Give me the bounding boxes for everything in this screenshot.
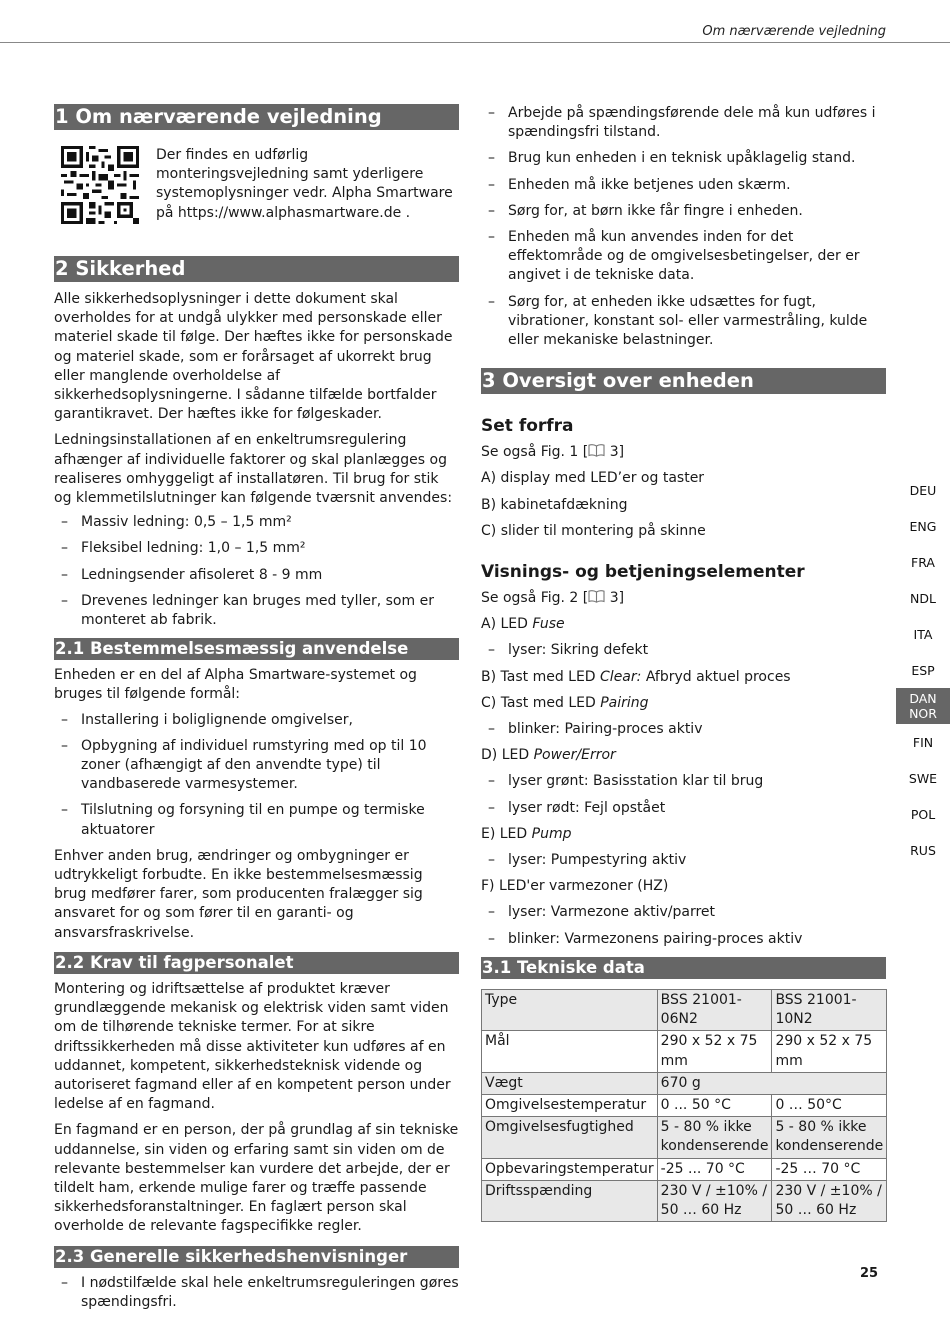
language-tab-esp[interactable]: ESP bbox=[911, 662, 935, 678]
language-tab-deu[interactable]: DEU bbox=[909, 482, 937, 498]
header-rule bbox=[0, 42, 950, 43]
list-item: – Arbejde på spændingsførende dele må kun udføres i spændingsfri tilstand. bbox=[481, 104, 886, 142]
table-row bbox=[482, 1094, 887, 1116]
table-cell: -25 … 70 °C bbox=[772, 1158, 887, 1180]
qr-row bbox=[54, 146, 459, 224]
list-item: – Massiv ledning: 0,5 – 1,5 mm² bbox=[54, 513, 459, 532]
language-tab-ndl[interactable]: NDL bbox=[910, 590, 936, 606]
table-cell: Mål bbox=[482, 1031, 658, 1072]
language-tab-eng[interactable]: ENG bbox=[909, 518, 937, 534]
table-cell: 0 ... 50 °C bbox=[657, 1094, 772, 1116]
list-item: – Sørg for, at børn ikke får fingre i enheden. bbox=[481, 202, 886, 221]
list-item: – blinker: Varmezonens pairing-proces aktiv bbox=[481, 930, 886, 949]
table-cell: 5 - 80 % ikke kondenserende bbox=[772, 1117, 887, 1158]
language-tab-dan-nor[interactable]: DAN NOR bbox=[896, 688, 950, 724]
list-item: – blinker: Pairing-proces aktiv bbox=[481, 720, 886, 739]
running-header: Om nærværende vejledning bbox=[702, 24, 886, 39]
section-2-1-paragraph-1: Enheden er en del af Alpha Smartware-systemet og bruges til følgende formål: bbox=[54, 667, 417, 703]
language-tab-fin[interactable]: FIN bbox=[912, 734, 934, 750]
list-item: – Opbygning af individuel rumstyring med op til 10 zoner (afhængigt af den anvendte type) til vandbaserede varmesystemer. bbox=[54, 737, 459, 795]
left-column bbox=[54, 104, 459, 1312]
front-line-c: C) slider til montering på skinne bbox=[481, 522, 706, 539]
book-icon bbox=[588, 590, 605, 603]
safety-list-right bbox=[481, 104, 886, 350]
table-cell: Vægt bbox=[482, 1072, 658, 1094]
safety-list-left bbox=[54, 1274, 459, 1312]
control-f-list bbox=[481, 903, 886, 948]
list-item: – lyser: Varmezone aktiv/parret bbox=[481, 903, 886, 922]
control-b: B) Tast med LED Clear: Afbryd aktuel proces bbox=[481, 668, 791, 685]
control-e-list bbox=[481, 851, 886, 870]
section-3-heading: 3 Oversigt over enheden bbox=[481, 368, 886, 394]
language-tabs bbox=[896, 472, 950, 868]
table-cell: Type bbox=[482, 989, 658, 1030]
controls-heading: Visnings- og betjeningselementer bbox=[481, 562, 805, 583]
list-item: – Fleksibel ledning: 1,0 – 1,5 mm² bbox=[54, 539, 459, 558]
front-view-heading: Set forfra bbox=[481, 416, 574, 437]
book-icon bbox=[588, 444, 605, 457]
cable-list bbox=[54, 513, 459, 630]
control-e: E) LED Pump bbox=[481, 825, 572, 842]
table-cell: 670 g bbox=[657, 1072, 887, 1094]
purpose-list bbox=[54, 711, 459, 840]
table-row bbox=[482, 1180, 887, 1221]
control-c: C) Tast med LED Pairing bbox=[481, 694, 649, 711]
section-3-1-heading: 3.1 Tekniske data bbox=[481, 957, 886, 979]
section-1-heading: 1 Om nærværende vejledning bbox=[54, 104, 459, 130]
table-cell: Driftsspænding bbox=[482, 1180, 658, 1221]
list-item: – Enheden må kun anvendes inden for det effektområde og de omgivelsesbetingelser, der er angivet i de tekniske data. bbox=[481, 228, 886, 286]
qr-code-icon bbox=[61, 146, 139, 224]
page-number: 25 bbox=[860, 1266, 879, 1281]
section-2-2-paragraph-2: En fagmand er en person, der på grundlag af sin tekniske uddannelse, sin viden og erfaring samt sin viden om de relevante bestemmelser kan vurdere det arbejde, der er tildelt ham, erkende mulige farer og træffe passende sikkerhedsforanstaltninger. En faglært person skal overholde de relevante fagspecifikke regler. bbox=[54, 1122, 459, 1235]
language-tab-pol[interactable]: POL bbox=[910, 806, 936, 822]
table-cell: 5 - 80 % ikke kondenserende bbox=[657, 1117, 772, 1158]
list-item: – Sørg for, at enheden ikke udsættes for fugt, vibrationer, konstant sol- eller varmestråling, kulde eller mekaniske belastninger. bbox=[481, 293, 886, 351]
table-row bbox=[482, 1117, 887, 1158]
control-a: A) LED Fuse bbox=[481, 616, 565, 633]
table-cell: Opbevaringstemperatur bbox=[482, 1158, 658, 1180]
language-tab-swe[interactable]: SWE bbox=[908, 770, 938, 786]
section-2-heading: 2 Sikkerhed bbox=[54, 256, 459, 282]
table-cell: Omgivelsesfugtighed bbox=[482, 1117, 658, 1158]
table-row bbox=[482, 1158, 887, 1180]
section-2-2-paragraph-1: Montering og idriftsættelse af produktet kræver grundlæggende mekanisk og elektrisk viden samt viden om de tilhørende tekniske termer. For at sikre driftssikkerheden må disse aktiviteter kun udføres af en uddannet, kompetent, sikkerhedsteknisk vidende og autoriseret fagmand eller af en kompetent person under ledelse af en fagmand. bbox=[54, 980, 451, 1113]
section-1-text: Der findes en udførlig monteringsvejledning samt yderligere systemoplysninger vedr. Alpha Smartware på https://www.alphasmartware.de . bbox=[156, 147, 453, 221]
table-row bbox=[482, 1072, 887, 1094]
section-2-2-heading: 2.2 Krav til fagpersonalet bbox=[54, 952, 459, 974]
list-item: – lyser rødt: Fejl opstået bbox=[481, 799, 886, 818]
list-item: – lyser: Pumpestyring aktiv bbox=[481, 851, 886, 870]
front-line-b: B) kabinetafdækning bbox=[481, 496, 628, 513]
table-cell: 290 x 52 x 75 mm bbox=[657, 1031, 772, 1072]
table-cell: 230 V / ±10% / 50 … 60 Hz bbox=[657, 1180, 772, 1221]
language-tab-fra[interactable]: FRA bbox=[911, 554, 935, 570]
table-row bbox=[482, 1031, 887, 1072]
table-cell: 0 … 50°C bbox=[772, 1094, 887, 1116]
language-tab-rus[interactable]: RUS bbox=[910, 842, 936, 858]
section-2-3-heading: 2.3 Generelle sikkerhedshenvisninger bbox=[54, 1246, 459, 1268]
table-header-row bbox=[482, 989, 887, 1030]
tech-data-table bbox=[481, 989, 887, 1222]
front-line-a: A) display med LED’er og taster bbox=[481, 470, 705, 487]
section-2-1-heading: 2.1 Bestemmelsesmæssig anvendelse bbox=[54, 638, 459, 660]
table-cell: Omgivelsestemperatur bbox=[482, 1094, 658, 1116]
list-item: – lyser grønt: Basisstation klar til brug bbox=[481, 772, 886, 791]
table-cell: 230 V / ±10% / 50 … 60 Hz bbox=[772, 1180, 887, 1221]
control-a-list bbox=[481, 641, 886, 660]
table-cell: BSS 21001-06N2 bbox=[657, 989, 772, 1030]
list-item: – Enheden må ikke betjenes uden skærm. bbox=[481, 176, 886, 195]
control-d-list bbox=[481, 772, 886, 817]
list-item: – I nødstilfælde skal hele enkeltrumsreguleringen gøres spændingsfri. bbox=[54, 1274, 459, 1312]
section-2-1-paragraph-2: Enhver anden brug, ændringer og ombygninger er udtrykkeligt forbudte. En ikke bestemmelsesmæssig brug medfører farer, som producenten fralægger sig ansvaret for og som fører til en garanti- og ansvarsfraskrivelse. bbox=[54, 847, 423, 941]
controls-reference: Se også Fig. 2 [ 3] bbox=[481, 590, 625, 607]
table-cell: -25 ... 70 °C bbox=[657, 1158, 772, 1180]
list-item: – Ledningsender afisoleret 8 - 9 mm bbox=[54, 566, 459, 585]
right-column bbox=[481, 104, 886, 1222]
front-view-reference: Se også Fig. 1 [ 3] bbox=[481, 444, 625, 461]
control-f: F) LED'er varmezoner (HZ) bbox=[481, 878, 669, 895]
table-cell: 290 x 52 x 75 mm bbox=[772, 1031, 887, 1072]
list-item: – lyser: Sikring defekt bbox=[481, 641, 886, 660]
section-2-paragraph-1: Alle sikkerhedsoplysninger i dette dokument skal overholdes for at undgå ulykker med personskade eller materiel skade til følge. Der hæftes ikke for personskade og materiel skade, som er forårsaget af ukorrekt brug eller manglende overholdelse af sikkerhedsoplysningerne. I sådanne tilfælde bortfalder garantikravet. Der hæftes ikke for følgeskader. bbox=[54, 291, 453, 423]
section-2-paragraph-2: Ledningsinstallationen af en enkeltrumsregulering afhænger af individuelle faktorer og skal planlægges og realiseres omhyggeligt af installatøren. Til brug for stik og klemmetilslutninger kan følgende tværsnit anvendes: bbox=[54, 432, 453, 507]
list-item: – Tilslutning og forsyning til en pumpe og termiske aktuatorer bbox=[54, 801, 459, 839]
table-cell: BSS 21001-10N2 bbox=[772, 989, 887, 1030]
language-tab-ita[interactable]: ITA bbox=[913, 626, 933, 642]
list-item: – Installering i boliglignende omgivelser, bbox=[54, 711, 459, 730]
list-item: – Drevenes ledninger kan bruges med tyller, som er monteret ab fabrik. bbox=[54, 592, 459, 630]
control-c-list bbox=[481, 720, 886, 739]
control-d: D) LED Power/Error bbox=[481, 747, 616, 764]
list-item: – Brug kun enheden i en teknisk upåklagelig stand. bbox=[481, 149, 886, 168]
